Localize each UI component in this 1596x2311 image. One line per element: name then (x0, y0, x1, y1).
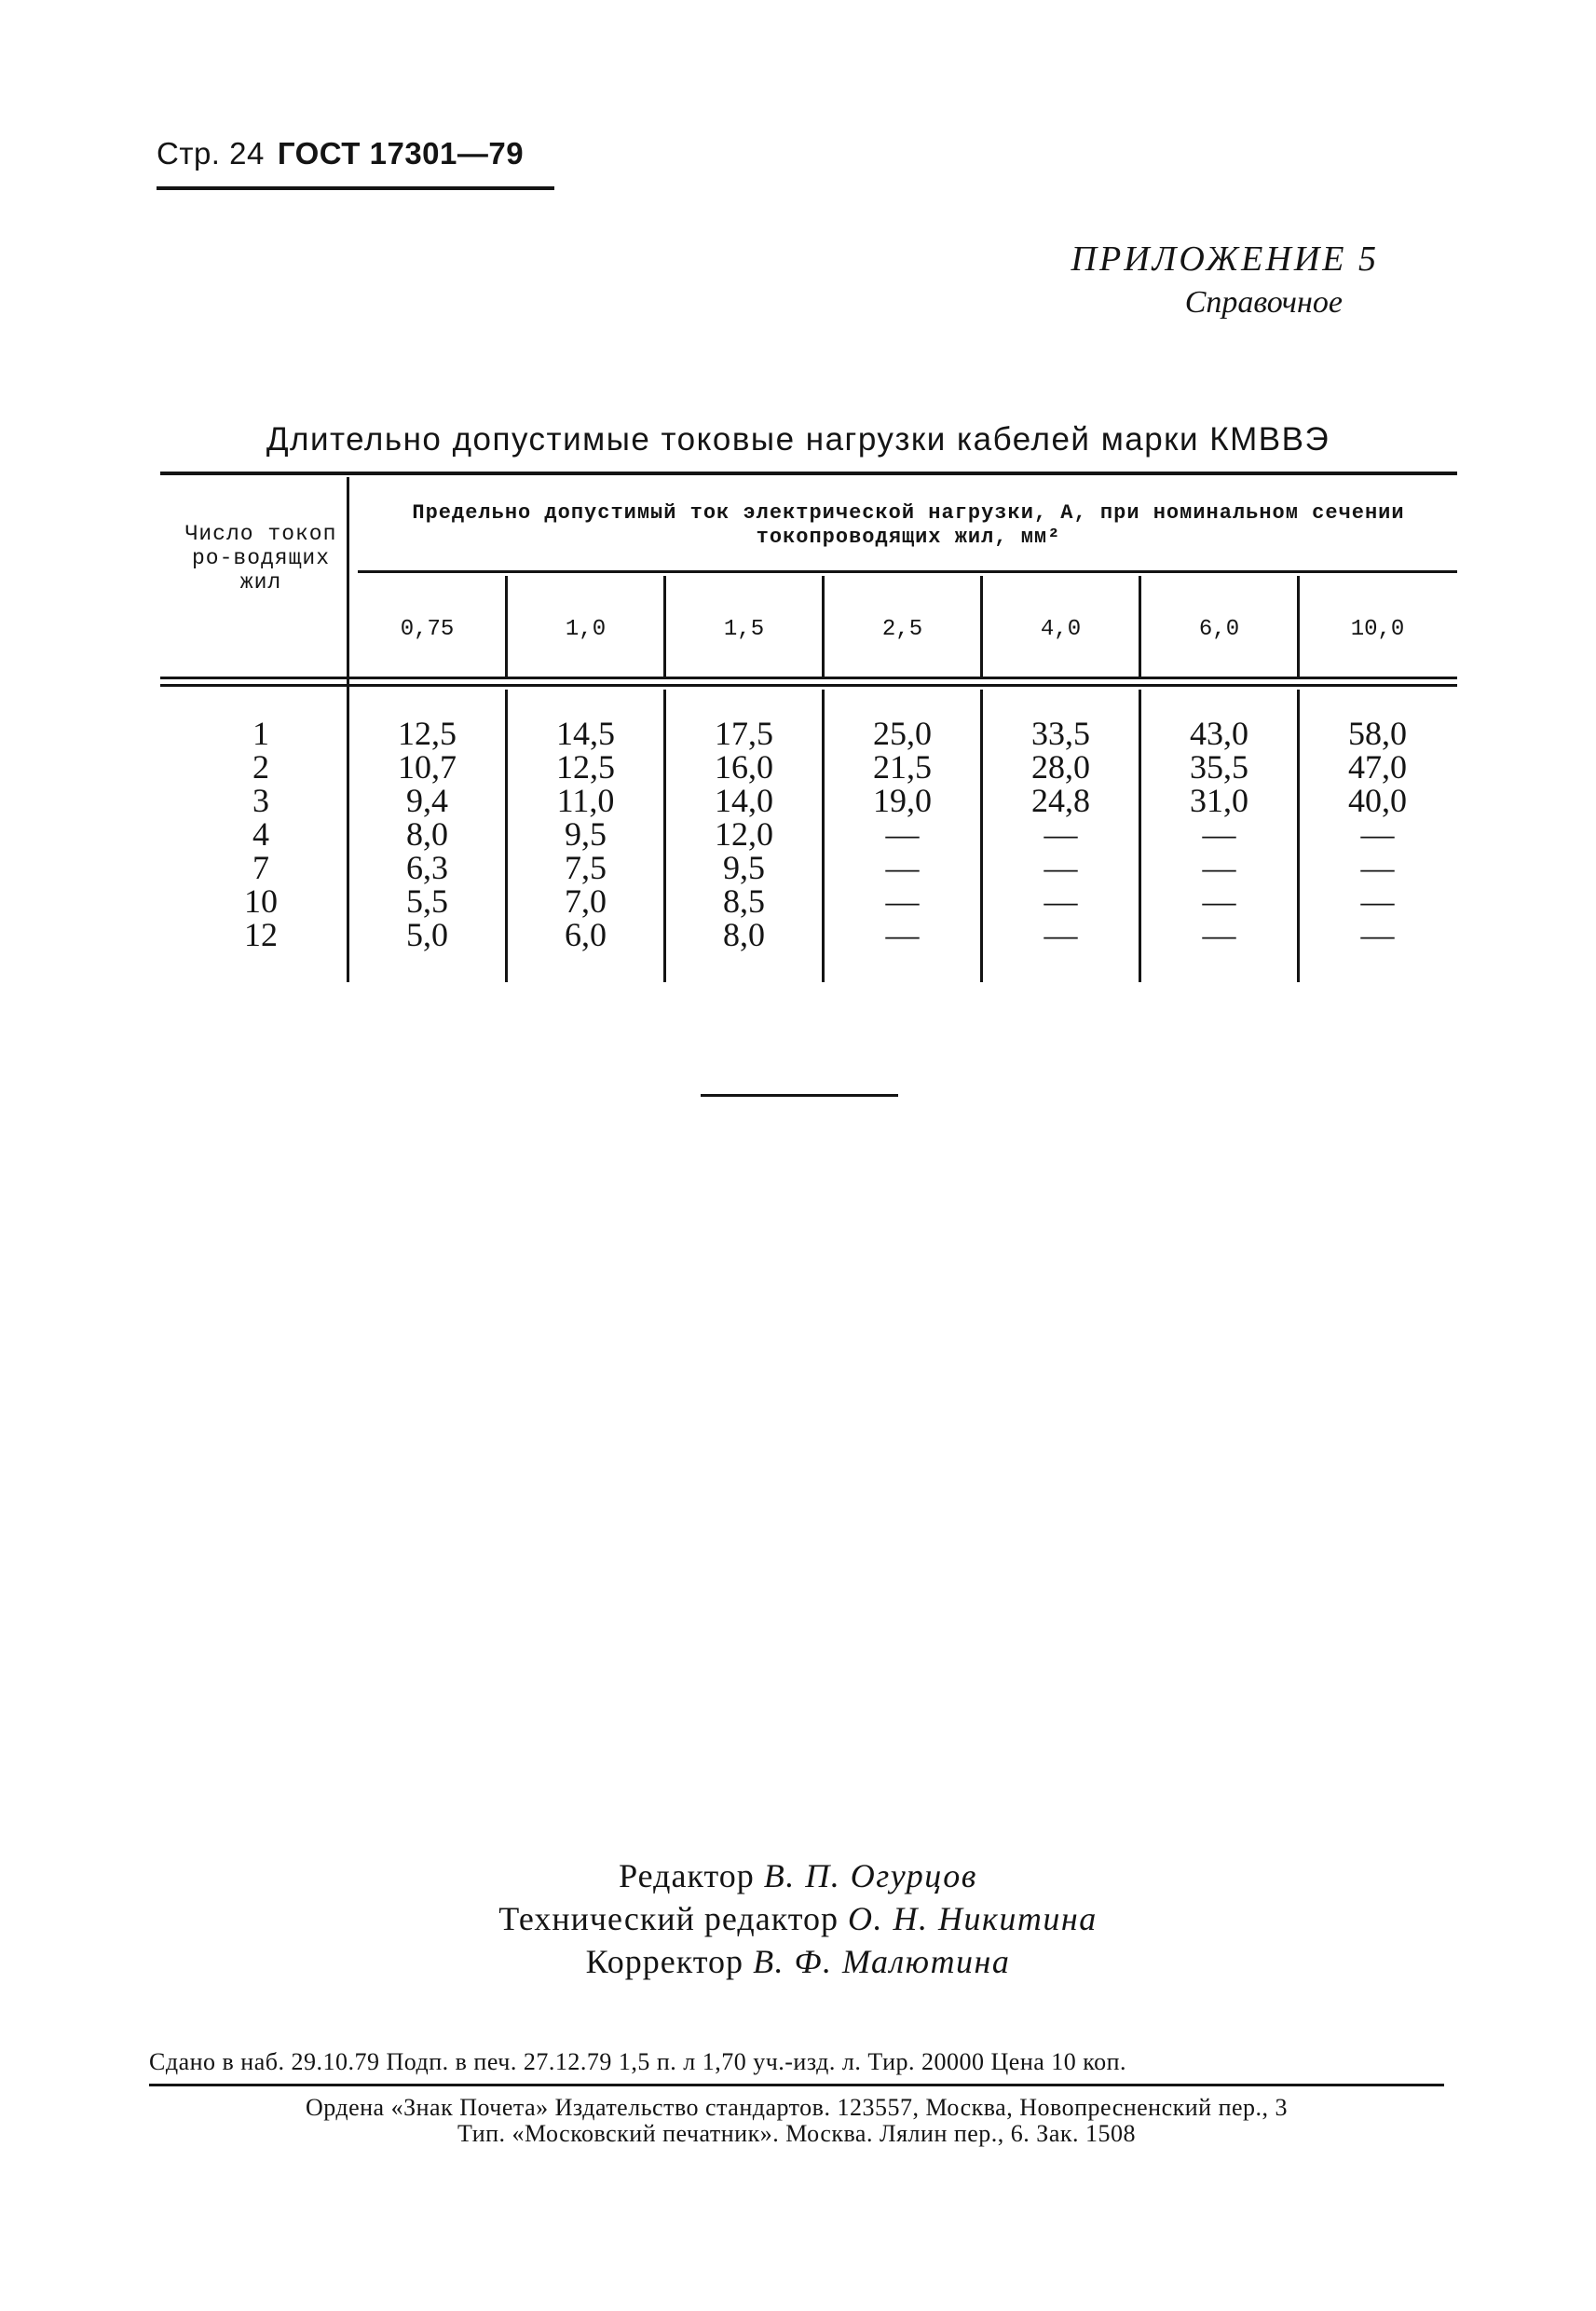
publisher-line: Ордена «Знак Почета» Издательство стандартов. 123557, Москва, Новопресненский пер., 3 (305, 2094, 1289, 2121)
data-column (349, 717, 505, 951)
column-header: 4,0 (1040, 617, 1082, 642)
column-header: 10,0 (1350, 617, 1405, 642)
row-number: 1 (252, 715, 269, 752)
credit-editor (0, 1854, 1596, 1897)
table-cell: 8,0 (406, 815, 448, 853)
table-cell: — (885, 882, 920, 920)
data-column (508, 717, 663, 951)
page-number: Стр. 24 (157, 136, 265, 171)
table-cell: — (1202, 916, 1236, 953)
table-cell: 58,0 (1348, 715, 1407, 752)
table-cell: 40,0 (1348, 782, 1407, 819)
column-header: 1,5 (723, 617, 765, 642)
table-cell: — (1044, 882, 1078, 920)
credits-block (0, 1854, 1596, 1983)
column-header: 2,5 (881, 617, 923, 642)
table-cell: 6,0 (565, 916, 607, 953)
row-number: 4 (252, 815, 269, 853)
table-cell: — (1202, 849, 1236, 886)
data-column (1141, 717, 1297, 951)
table-cell: 35,5 (1190, 748, 1248, 786)
table-cell: — (885, 916, 920, 953)
column-header: 0,75 (400, 617, 455, 642)
table-cell: — (1044, 916, 1078, 953)
table-cell: 47,0 (1348, 748, 1407, 786)
table-cell: 12,0 (715, 815, 773, 853)
appendix-subtitle: Справочное (1184, 285, 1343, 320)
table-cell: — (1044, 849, 1078, 886)
table-cell: 8,5 (723, 882, 765, 920)
section-end-rule (701, 1094, 898, 1097)
table-cell: 17,5 (715, 715, 773, 752)
table-cell: 33,5 (1031, 715, 1090, 752)
table-top-rule (160, 472, 1457, 475)
table-cell: — (1202, 882, 1236, 920)
credit-name: В. П. Огурцов (763, 1857, 977, 1894)
credit-role: Технический редактор (498, 1900, 839, 1937)
printer-line: Тип. «Московский печатник». Москва. Лялин пер., 6. Зак. 1508 (457, 2120, 1137, 2147)
table-cell: — (1360, 815, 1395, 853)
table-cell: 6,3 (406, 849, 448, 886)
table-cell: 14,0 (715, 782, 773, 819)
table-cell: 21,5 (873, 748, 932, 786)
table-cell: 11,0 (556, 782, 615, 819)
data-column (983, 717, 1139, 951)
table-title: Длительно допустимые токовые нагрузки кабелей марки КМВВЭ (266, 421, 1330, 458)
row-number: 10 (244, 882, 278, 920)
table-cell: 9,5 (565, 815, 607, 853)
table-cell: 12,5 (398, 715, 457, 752)
group-header-rule (358, 570, 1457, 573)
data-column (825, 717, 980, 951)
data-column (1300, 717, 1455, 951)
credit-role: Редактор (619, 1857, 755, 1894)
table-cell: 7,0 (565, 882, 607, 920)
row-number: 12 (244, 916, 278, 953)
header-rule-2 (160, 684, 1457, 687)
header-rule-1 (160, 677, 1457, 679)
imprint-publisher (149, 2095, 1444, 2147)
imprint-print-data: Сдано в наб. 29.10.79 Подп. в печ. 27.12.79 1,5 п. л 1,70 уч.-изд. л. Тир. 20000 Цена 10 коп. (149, 2048, 1126, 2075)
row-header: Число токопро-водящих жил (184, 522, 337, 595)
row-number: 2 (252, 748, 269, 786)
table-cell: 7,5 (565, 849, 607, 886)
imprint-rule (149, 2084, 1444, 2086)
table-cell: 5,5 (406, 882, 448, 920)
table-cell: — (1202, 815, 1236, 853)
appendix-title: ПРИЛОЖЕНИЕ 5 (1071, 239, 1379, 279)
group-header: Предельно допустимый ток электрической нагрузки, А, при номинальном сечении токопроводящих жил, мм² (412, 501, 1405, 549)
credit-name: В. Ф. Малютина (753, 1943, 1011, 1980)
table-cell: 9,4 (406, 782, 448, 819)
table-cell: 24,8 (1031, 782, 1090, 819)
table-cell: 8,0 (723, 916, 765, 953)
table-cell: 28,0 (1031, 748, 1090, 786)
page-header (157, 136, 524, 171)
table-cell: 19,0 (873, 782, 932, 819)
table-cell: 16,0 (715, 748, 773, 786)
data-column (666, 717, 822, 951)
credit-tech-editor (0, 1897, 1596, 1940)
table-cell: — (1360, 882, 1395, 920)
header-rule (157, 186, 554, 190)
table-cell: 12,5 (556, 748, 615, 786)
table-cell: 14,5 (556, 715, 615, 752)
table-cell: 10,7 (398, 748, 457, 786)
standard-number: ГОСТ 17301—79 (277, 136, 525, 171)
table-cell: 25,0 (873, 715, 932, 752)
credit-name: О. Н. Никитина (848, 1900, 1098, 1937)
table-cell: — (1360, 916, 1395, 953)
table-cell: — (1360, 849, 1395, 886)
table-cell: — (885, 815, 920, 853)
column-header: 1,0 (565, 617, 607, 642)
credit-role: Корректор (585, 1943, 744, 1980)
table-cell: 43,0 (1190, 715, 1248, 752)
column-header: 6,0 (1198, 617, 1240, 642)
row-number: 3 (252, 782, 269, 819)
table-cell: — (885, 849, 920, 886)
table-cell: — (1044, 815, 1078, 853)
table-cell: 5,0 (406, 916, 448, 953)
credit-corrector (0, 1940, 1596, 1983)
row-number: 7 (252, 849, 269, 886)
table-cell: 31,0 (1190, 782, 1248, 819)
row-number-column (186, 717, 335, 951)
table-cell: 9,5 (723, 849, 765, 886)
